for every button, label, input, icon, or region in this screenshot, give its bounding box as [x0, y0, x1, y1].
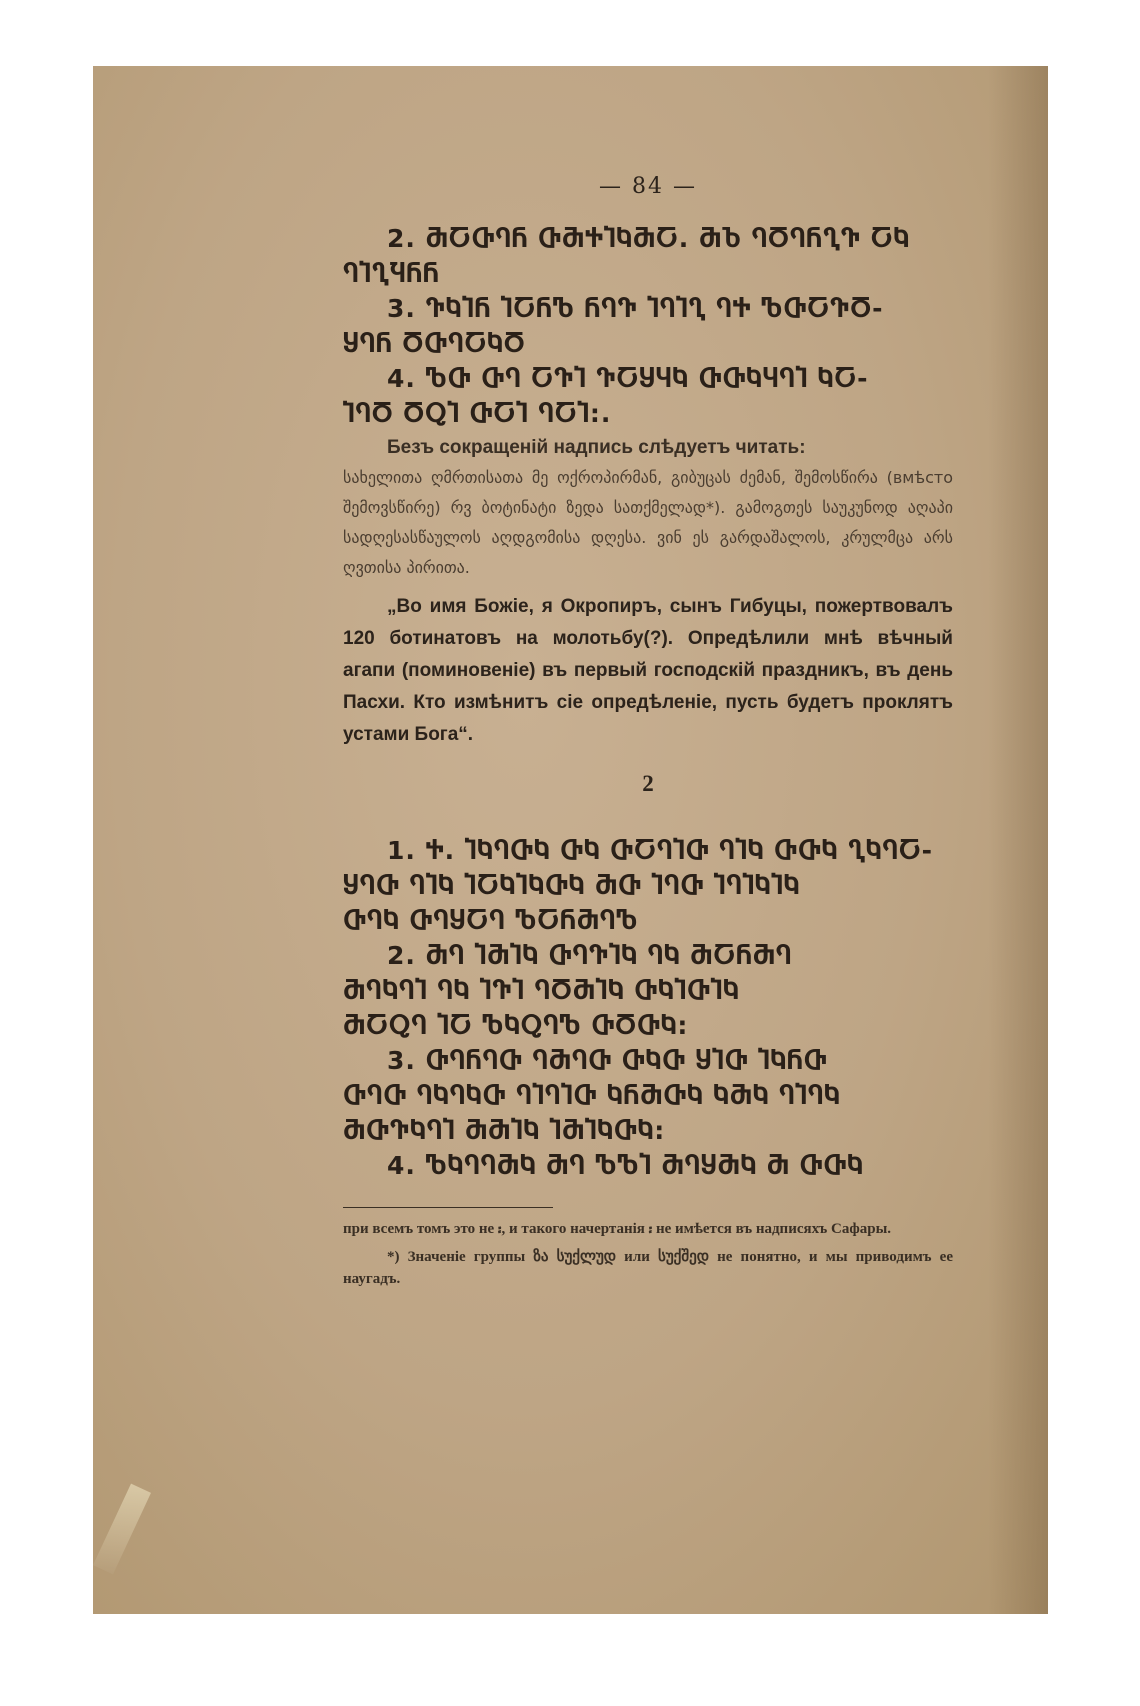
scanned-page	[93, 66, 1048, 1614]
inscription-line: ႧႤႩ ႧႤႸႠႤ ႪႠႬႫႤႪ	[343, 906, 639, 935]
footnote: при всемъ томъ это не ᎓, и такого начертанія ᎓ не имѣется въ надписяхъ Сафары.	[343, 1221, 892, 1237]
inscription-line: ႸႤႧ ႤႨႩ ႨႠႩႨႩႧႩ ႫႧ ႨႤႧ ႨႤႨႩႨႩ	[343, 871, 801, 900]
inscription-line: 3. ႥႩႨႬ ႨႠႬႪ ႬႤႥ ႨႤႨႢ ႤႵ ႪႧႠႥႣ-	[387, 294, 884, 323]
inscription-line: ႫႠႭႤ ႨႠ ႪႩႭႤႪ ႧႣႧႩ:	[343, 1011, 689, 1040]
inscription-line: ႨႤႣ ႣႭႨ ႧႠႨ ႤႠႨ:.	[343, 399, 612, 428]
georgian-transcription: სახელითა ღმრთისათა მე ოქროპირმან, გიბუცას ძემან, შემოსწირა (вмѣсто შემოვსწირე) რვ ბოტინატი ზედა სათქმელად*). გამოგთეს საუკუნოდ აღაპი სადღესასწაულოს აღდგომისა დღესა. ვინ ეს გარდაშალოს, კრულმცა არს ღვთისა პირითა.	[343, 468, 953, 577]
inscription-line: ႫႧႥႩႤႨ ႫႫႨႩ ႨႫႨႩႧႩ:	[343, 1116, 666, 1145]
footnote-divider	[343, 1207, 553, 1208]
russian-translation: „Во имя Божіе, я Окропиръ, сынъ Гибуцы, пожертвовалъ 120 ботинатовъ на молотьбу(?). Опредѣлили мнѣ вѣчный агапи (поминовеніе) въ первый господскій праздникъ, въ день Пасхи. Кто измѣнитъ сіе опредѣленіе, пусть будетъ проклятъ устами Бога“.	[343, 596, 953, 745]
inscription-line: 4. ႪႩႤႤႫႩ ႫႤ ႪႪႨ ႫႤႸႫႩ Ⴋ ႧႧႩ	[387, 1151, 864, 1180]
inscription-number: 2	[642, 771, 654, 796]
paper-stain	[93, 1484, 151, 1575]
page-content	[343, 174, 953, 1296]
inscription-line: 1. Ⴕ. ႨႩႤႧႩ ႧႩ ႧႠႤႨႧ ႤႨႩ ႧႧႩ ႢႩႤႠ-	[387, 836, 934, 865]
inscription-line: ႤႨႢႯႬႬ	[343, 259, 440, 288]
inscription-line: 4. ႪႧ ႧႤ ႠႥႨ ႥႠႸႷႩ ႧႧႩႷႤႨ ႩႠ-	[387, 364, 869, 393]
reading-note-heading: Безъ сокращеній надпись слѣдуетъ читать:	[387, 437, 806, 458]
inscription-line: 3. ႧႤႬႤႧ ႤႫႤႧ ႧႩႧ ႸႨႧ ႨႩႬႧ	[387, 1046, 828, 1075]
inscription-line: 2. ႫႤ ႨႫႨႩ ႧႤႥႨႩ ႤႩ ႫႠႬႫႤ	[387, 941, 793, 970]
inscription-line: ႧႤႧ ႤႩႤႩႧ ႤႨႤႨႧ ႩႬႫႧႩ ႩႫႩ ႤႨႤႩ	[343, 1081, 841, 1110]
inscription-2	[343, 833, 953, 1183]
inscription-1	[343, 221, 953, 431]
inscription-line: 2. ႫႠႧႤႬ ႧႫႵႨႩႫႠ. ႫႦ ႤႣႤႬႢႥ ႠႩ	[387, 224, 911, 253]
inscription-line: ႫႤႩႤႨ ႤႩ ႨႥႨ ႤႣႫႨႩ ႧႩႨႧႨႩ	[343, 976, 740, 1005]
page-number: — 84 —	[599, 174, 697, 199]
footnote: *) Значеніе группы ზა სუქლუდ или სუქშედ не понятно, и мы приводимъ ее наугадъ.	[343, 1249, 953, 1287]
inscription-line: ႸႤႬ ႣႧႤႠႩႣ	[343, 329, 526, 358]
